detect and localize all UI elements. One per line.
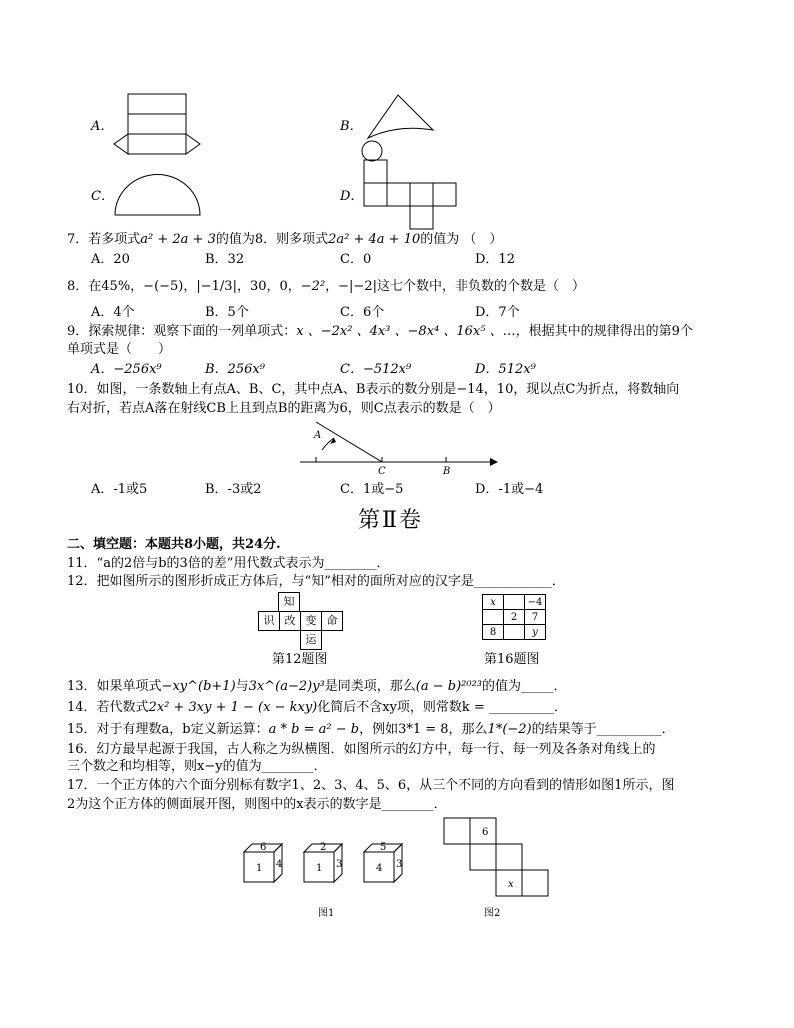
fig17a-c1-right: 4 xyxy=(276,859,283,870)
fig17a-caption: 图1 xyxy=(318,908,335,919)
fig16-caption: 第16题图 xyxy=(484,652,540,667)
q10-number-line-figure xyxy=(298,420,498,480)
q10-stem-line1: 10．如图，一条数轴上有点A、B、C，其中点A、B表示的数分别是−14，10，现以点C为折点，将数轴向 xyxy=(67,382,680,397)
q10-fold-arrow xyxy=(322,438,334,450)
q6-option-c-label: C． xyxy=(91,189,114,204)
q6-option-b-label: B． xyxy=(340,119,363,134)
q6-option-a-label: A． xyxy=(91,119,114,134)
fig12-net xyxy=(258,592,346,648)
q14: 14．若代数式2x² + 3xy + 1 − (x − kxy)化简后不含xy项，则常数k = __________． xyxy=(67,700,567,715)
fig12-top: 知 xyxy=(278,592,300,612)
q6b-circle xyxy=(362,141,382,161)
q8-option-d[interactable]: D．7个 xyxy=(475,305,520,320)
q6-option-d-label: D． xyxy=(340,189,364,204)
q9-stem-line1: 9．探索规律：观察下面的一列单项式：x 、−2x² 、4x³ 、−8x⁴ 、16x⁵ 、…，根据其中的规律得出的第9个 xyxy=(67,324,693,339)
q6a-right-triangle xyxy=(186,134,200,154)
fig17a-c3-right: 3 xyxy=(396,859,403,870)
fig17a-c3-top: 5 xyxy=(380,842,387,853)
q7-option-d[interactable]: D．12 xyxy=(475,252,515,267)
fig17a-c1-front: 1 xyxy=(256,863,263,874)
q6c-semicircle xyxy=(115,175,200,215)
fig12-row-1: 改 xyxy=(279,611,301,631)
q16-line1: 16．幻方最早起源于我国，古人称之为纵横图．如图所示的幻方中，每一行、每一列及各条对角线上的 xyxy=(67,742,656,757)
q8-option-c[interactable]: C．6个 xyxy=(340,305,385,320)
fig17a-c2-front: 1 xyxy=(316,863,323,874)
fig17a-c1-top: 6 xyxy=(260,842,267,853)
q7-option-a[interactable]: A．20 xyxy=(91,252,130,267)
q8-stem: 8．在45%，−(−5)，|−1/3|，30，0，−2²，−|−2|这七个数中，非负数的个数是（ ） xyxy=(67,279,585,294)
q8-option-b[interactable]: B．5个 xyxy=(205,305,249,320)
q10-axis-arrow xyxy=(490,458,498,466)
q6-option-b-figure xyxy=(360,94,440,164)
q6a-rect-mid xyxy=(128,114,186,134)
q11: 11．“a的2倍与b的3倍的差”用代数式表示为________． xyxy=(67,556,390,571)
q10-option-b[interactable]: B．-3或2 xyxy=(205,482,262,497)
q6-option-d-figure xyxy=(364,160,464,232)
q10-label-c: C xyxy=(378,466,386,477)
fig16-magic-square: x −4 2 7 8 y xyxy=(482,594,546,640)
q6b-sector xyxy=(368,95,433,138)
q6-option-a-figure xyxy=(112,94,202,164)
q9-option-b[interactable]: B．256x⁹ xyxy=(205,362,265,377)
fig17b-caption: 图2 xyxy=(484,908,501,919)
q6a-rect-top xyxy=(128,94,186,114)
q16-line2: 三个数之和均相等，则x−y的值为________． xyxy=(67,759,327,774)
q8-option-a[interactable]: A．4个 xyxy=(91,305,135,320)
fig17a-cubes xyxy=(244,842,414,888)
q10-option-c[interactable]: C．1或−5 xyxy=(340,482,404,497)
section2-heading: 二、填空题：本题共8小题，共24分. xyxy=(67,537,281,552)
q7-stem: 7．若多项式a² + 2a + 3的值为8．则多项式2a² + 4a + 10的值为 （ ） xyxy=(67,232,503,247)
q6a-left-triangle xyxy=(114,134,128,154)
q9-option-a[interactable]: A．−256x⁹ xyxy=(91,362,162,377)
fig17b-net xyxy=(444,818,554,898)
q10-label-a: A xyxy=(314,430,322,441)
fig17b-x: x xyxy=(508,879,514,890)
q6-option-c-figure xyxy=(114,174,204,216)
q9-option-d[interactable]: D．512x⁹ xyxy=(475,362,536,377)
part-title: 第Ⅱ卷 xyxy=(358,508,423,533)
q6a-rect-bot xyxy=(128,134,186,154)
q10-folded-ray xyxy=(316,422,382,462)
fig17a-c2-top: 2 xyxy=(320,842,327,853)
q9-stem-line2: 单项式是（ ） xyxy=(67,342,172,357)
fig12-caption: 第12题图 xyxy=(272,652,328,667)
q12: 12．把如图所示的图形折成正方体后，与“知”相对的面所对应的汉字是____________． xyxy=(67,574,565,589)
q9-option-c[interactable]: C．−512x⁹ xyxy=(340,362,412,377)
q10-option-d[interactable]: D．-1或−4 xyxy=(475,482,544,497)
fig12-row-3: 命 xyxy=(321,611,343,631)
fig17b-six: 6 xyxy=(482,827,489,838)
fig12-bottom: 运 xyxy=(300,630,322,650)
fig17a-c2-right: 3 xyxy=(336,859,343,870)
q13: 13．如果单项式−xy^(b+1)与3x^(a−2)y³是同类项，那么(a − b)²⁰²³的值为_____． xyxy=(67,679,567,694)
q15: 15．对于有理数a，b定义新运算：a * b = a² − b，例如3*1 = 8，那么1*(−2)的结果等于__________． xyxy=(67,722,675,737)
q17-line2: 2为这个正方体的侧面展开图，则图中的x表示的数字是________． xyxy=(67,797,447,812)
fig17a-c3-front: 4 xyxy=(376,863,383,874)
q7-option-b[interactable]: B．32 xyxy=(205,252,245,267)
q10-stem-line2: 右对折，若点A落在射线CB上且到点B的距离为6，则C点表示的数是（ ） xyxy=(67,401,501,416)
fig12-row-0: 识 xyxy=(258,611,280,631)
q10-label-b: B xyxy=(443,466,451,477)
q10-option-a[interactable]: A．-1或5 xyxy=(91,482,148,497)
fig12-row-2: 变 xyxy=(300,611,322,631)
q7-option-c[interactable]: C．0 xyxy=(340,252,372,267)
q17-line1: 17．一个正方体的六个面分别标有数字1、2、3、4、5、6，从三个不同的方向看到的情形如图1所示，图 xyxy=(67,778,675,793)
